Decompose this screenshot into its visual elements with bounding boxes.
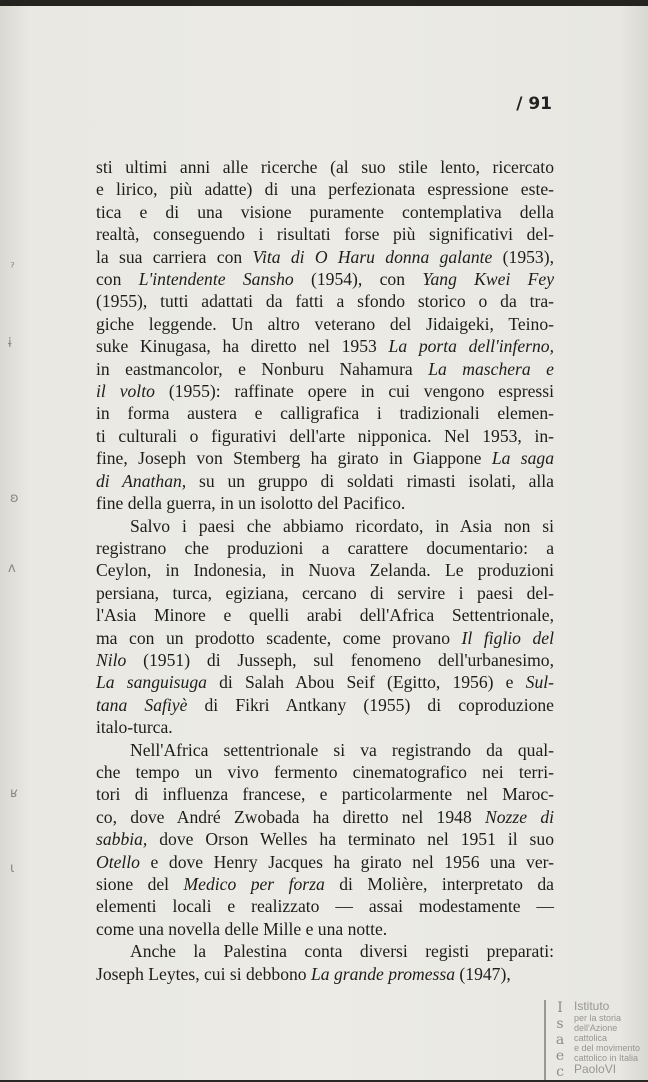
text-line: Joseph Leytes, cui si debbono La grande promessa (1947), [96, 963, 511, 984]
italic-title: Il figlio del [461, 627, 554, 648]
margin-mark: ʁ [10, 786, 18, 801]
text-line: tori di influenza francese, e particolarmente nel Maroc- [96, 784, 554, 805]
text-line: realtà, conseguendo i risultati forse più significativi del- [96, 224, 554, 245]
paragraph-3 [96, 739, 554, 941]
text-line: l'Asia Minore e quelli arabi dell'Africa Settentrionale, [96, 605, 554, 626]
text-line: la sua carriera con Vita di O Haru donna galante (1953), [96, 246, 554, 267]
text-line: italo-turca. [96, 717, 173, 738]
text-line: ma con un prodotto scadente, come provano Il figlio del [96, 627, 554, 648]
italic-title: sabbia, [96, 829, 148, 850]
paragraph-4 [96, 940, 554, 985]
italic-title: Sul- [525, 672, 555, 693]
margin-mark: ˀ [10, 261, 15, 276]
text-line: co, dove André Zwobada ha diretto nel 1948 Nozze di [96, 806, 555, 827]
text-line: La sanguisuga di Salah Abou Seif (Egitto, 1956) e Sul- [96, 672, 555, 693]
text-line: il volto (1955): raffinate opere in cui vengono espressi [96, 381, 554, 402]
margin-mark: ʚ [10, 491, 19, 506]
archive-logo-icon: I s a e c [544, 1000, 574, 1080]
text-line: con L'intendente Sansho (1954), con Yang Kwei Fey [96, 269, 555, 290]
italic-title: La sanguisuga [96, 672, 207, 693]
italic-title: Nilo [96, 649, 127, 670]
italic-title: Vita di O Haru donna galante [252, 246, 493, 267]
text-line: Salvo i paesi che abbiamo ricordato, in Asia non si [130, 515, 554, 536]
margin-mark: ι [10, 861, 15, 876]
italic-title: il volto [96, 381, 155, 402]
italic-title: Medico per forza [183, 874, 325, 894]
text-line: ti culturali o figurativi dell'arte nipponica. Nel 1953, in- [96, 425, 554, 446]
italic-title: tana Safiyè [96, 694, 188, 715]
text-line: in eastmancolor, e Nonburu Nahamura La maschera e [96, 358, 554, 379]
margin-mark: ʌ [8, 561, 16, 576]
paragraph-2 [96, 515, 554, 739]
text-line: persiana, turca, egiziana, cercano di servire i paesi del- [96, 582, 554, 603]
margin-mark: ɨ [8, 336, 12, 351]
archive-watermark [544, 1000, 648, 1082]
text-line: giche leggende. Un altro veterano del Jidaigeki, Teino- [96, 313, 554, 334]
paragraph-1 [96, 156, 554, 515]
text-line: fine, Joseph von Stemberg ha girato in Giappone La saga [96, 448, 554, 469]
text-line: Otello e dove Henry Jacques ha girato nel 1956 una ver- [96, 851, 554, 872]
italic-title: La grande promessa [311, 963, 456, 984]
text-line: registrano che produzioni a carattere documentario: a [96, 537, 554, 558]
italic-title: Yang Kwei Fey [422, 269, 555, 290]
text-line: e lirico, più adatte) di una perfezionata espressione este- [96, 179, 554, 200]
italic-title: La saga [491, 448, 554, 469]
body-text [96, 156, 554, 985]
text-line: in forma austera e calligrafica i tradizionali elemen- [96, 403, 554, 424]
text-line: Ceylon, in Indonesia, in Nuova Zelanda. Le produzioni [96, 560, 554, 581]
text-line: sabbia, dove Orson Welles ha terminato nel 1951 il suo [96, 829, 554, 850]
text-line: (1955), tutti adattati da fatti a sfondo storico o da tra- [96, 291, 554, 312]
text-line: sti ultimi anni alle ricerche (al suo stile lento, ricercato [96, 157, 554, 177]
book-page [0, 6, 648, 1080]
text-line: sione del Medico per forza di Molière, interpretato da [96, 874, 554, 894]
text-line: tica e di una visione puramente contemplativa della [96, 201, 554, 222]
text-line: Anche la Palestina conta diversi registi preparati: [130, 941, 554, 962]
italic-title: Otello [96, 851, 140, 872]
italic-title: L'intendente Sansho [138, 269, 294, 290]
text-line: Nell'Africa settentrionale si va registrando da qual- [130, 739, 554, 760]
italic-title: La porta dell'inferno, [388, 336, 555, 357]
page-number: / 91 [516, 94, 552, 114]
text-line: suke Kinugasa, ha diretto nel 1953 La porta dell'inferno, [96, 336, 555, 357]
text-line: fine della guerra, in un isolotto del Pacifico. [96, 493, 406, 514]
text-line: Nilo (1951) di Jusseph, sul fenomeno dell'urbanesimo, [96, 649, 554, 670]
italic-title: La maschera e [428, 358, 554, 379]
text-line: come una novella delle Mille e una notte. [96, 918, 388, 939]
text-line: di Anathan, su un gruppo di soldati rimasti isolati, alla [96, 470, 554, 491]
archive-name: Istituto per la storia dell'Azione cattolica e del movimento cattolico in Italia PaoloVI [574, 999, 641, 1076]
text-line: tana Safiyè di Fikri Antkany (1955) di coproduzione [96, 694, 554, 715]
text-line: elementi locali e realizzato — assai modestamente — [96, 896, 554, 917]
italic-title: Nozze di [485, 806, 555, 827]
italic-title: di Anathan, [96, 470, 187, 491]
text-line: che tempo un vivo fermento cinematografico nei terri- [96, 761, 554, 782]
